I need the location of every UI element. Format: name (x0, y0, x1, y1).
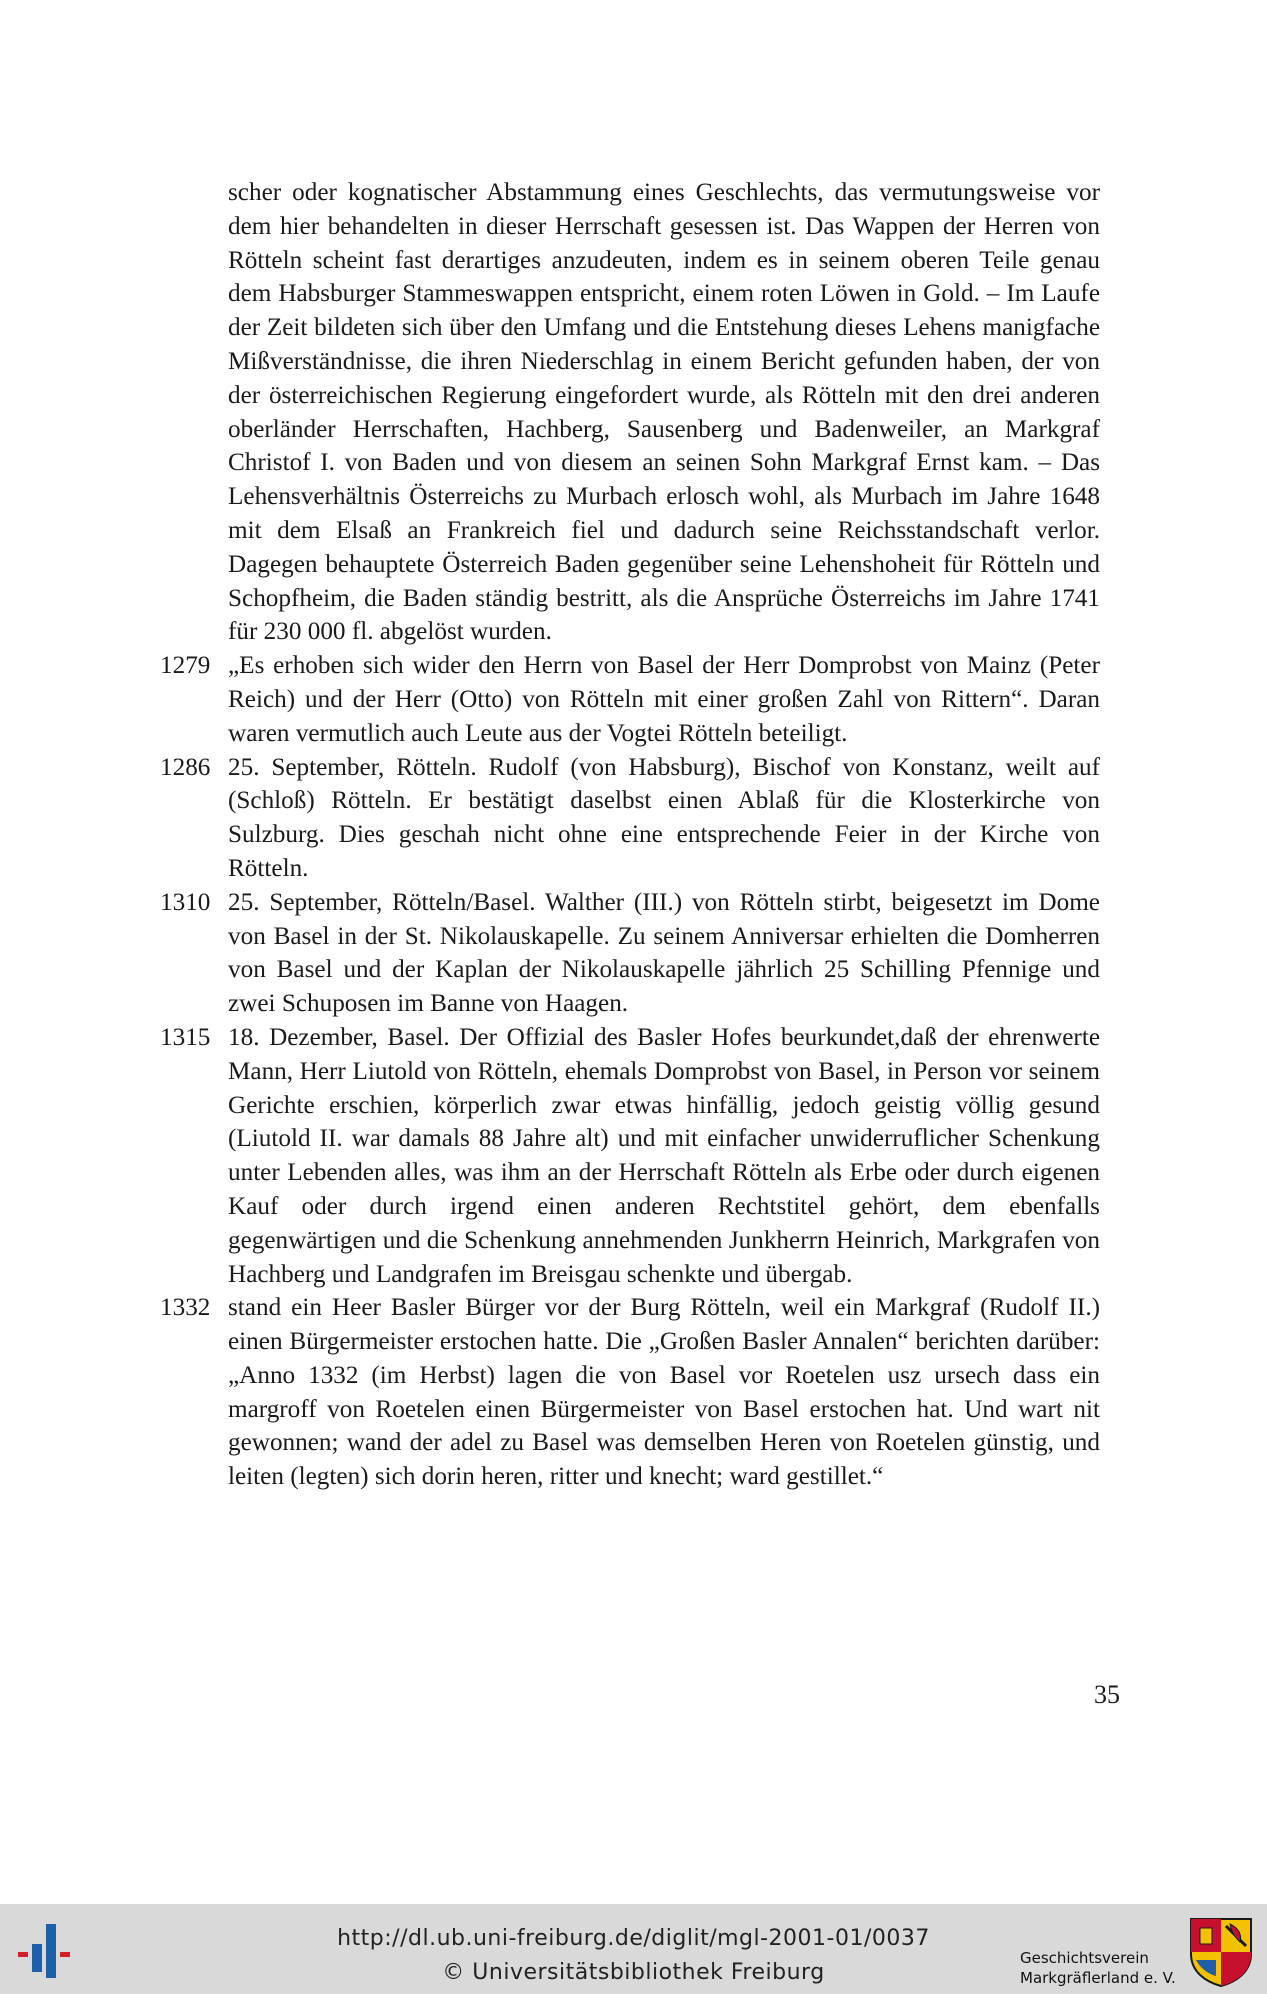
footer-bar (0, 1904, 1267, 1994)
entry-text: „Es erhoben sich wider den Herrn von Basel der Herr Domprobst von Mainz (Peter Reich) und der Herr (Otto) von Rötteln mit einer großen Zahl von Rittern“. Daran waren vermutlich auch Leute aus der Vogtei Rötteln beteiligt. (228, 652, 1100, 747)
entry-year: 1286 (160, 753, 211, 781)
entry-text: stand ein Heer Basler Bürger vor der Burg Rötteln, weil ein Markgraf (Rudolf II.) einen Bürgermeister erstochen hatte. Die „Großen Basler Annalen“ berichten darüber: „Anno 1332 (im Herbst) lagen die von Basel vor Roetelen usz ursech dass ein margroff von Roetelen einen Bürgermeister von Basel erstochen hat. Und wart nit gewonnen; wand der adel zu Basel was demselben Heren von Roetelen günstig, und leiten (legten) sich dorin heren, ritter und knecht; ward gestillet.“ (228, 1294, 1100, 1491)
chronicle-entry (160, 1021, 1100, 1291)
entry-text: 18. Dezember, Basel. Der Offizial des Basler Hofes beurkundet,daß der ehrenwerte Mann, Herr Liutold von Rötteln, ehemals Domprobst von Basel, in Person vor seinem Gerichte erschien, körperlich zwar etwas hinfällig, jedoch geistig völlig gesund (Liutold II. war damals 88 Jahre alt) und mit einfacher unwiderruflicher Schenkung unter Lebenden alles, was ihm an der Herrschaft Rötteln als Erbe oder durch eigenen Kauf oder durch irgend einen anderen Rechtstitel gehört, dem ebenfalls gegenwärtigen und die Schenkung annehmenden Junkherrn Heinrich, Markgrafen von Hachberg und Landgrafen im Breisgau schenkte und übergab. (228, 1023, 1100, 1288)
chronicle-entry (160, 1291, 1100, 1494)
society-line-1: Geschichtsverein (1020, 1949, 1149, 1967)
footer-url-link[interactable]: http://dl.ub.uni-freiburg.de/diglit/mgl-2001-01/0037 (337, 1926, 930, 1951)
chronicle-entry (160, 649, 1100, 750)
coat-of-arms-icon[interactable] (1188, 1916, 1254, 1988)
entry-year: 1310 (160, 888, 211, 916)
text-block (160, 176, 1100, 1494)
page-number: 35 (1094, 1680, 1120, 1709)
entry-year: 1279 (160, 652, 211, 680)
chronicle-entry (160, 751, 1100, 886)
chronicle-entry (160, 886, 1100, 1021)
society-line-2: Markgräflerland e. V. (1020, 1969, 1176, 1987)
intro-paragraph: scher oder kognatischer Abstammung eines Geschlechts, das vermutungsweise vor dem hier behandelten in dieser Herrschaft gesessen ist. Das Wappen der Herren von Rötteln scheint fast derartiges anzudeuten, indem es in seinem oberen Teile genau dem Habsburger Stammeswappen entspricht, einem roten Löwen in Gold. – Im Laufe der Zeit bildeten sich über den Umfang und die Entstehung dieses Lehens manigfache Mißverständnisse, die ihren Niederschlag in einem Bericht gefunden haben, der von der österreichischen Regierung eingefordert wurde, als Rötteln mit den drei anderen oberländer Herrschaften, Hachberg, Sausenberg und Badenweiler, an Markgraf Christof I. von Baden und von diesem an seinen Sohn Markgraf Ernst kam. – Das Lehensverhältnis Österreichs zu Murbach erlosch wohl, als Murbach im Jahre 1648 mit dem Elsaß an Frankreich fiel und dadurch seine Reichsstandschaft verlor. Dagegen behauptete Österreich Baden gegenüber seine Lehenshoheit für Rötteln und Schopfheim, die Baden ständig bestritt, als die Ansprüche Österreichs im Jahre 1741 für 230 000 fl. abgelöst wurden. (228, 179, 1100, 646)
entry-text: 25. September, Rötteln/Basel. Walther (III.) von Rötteln stirbt, beigesetzt im Dome von Basel in der St. Nikolauskapelle. Zu seinem Anniversar erhielten die Domherren von Basel und der Kaplan der Nikolauskapelle jährlich 25 Schilling Pfennige und zwei Schuposen im Banne von Haagen. (228, 888, 1100, 1018)
entry-year: 1315 (160, 1023, 211, 1051)
society-name (1020, 1948, 1180, 1988)
entry-year: 1332 (160, 1294, 211, 1322)
entry-text: 25. September, Rötteln. Rudolf (von Habsburg), Bischof von Konstanz, weilt auf (Schloß) Rötteln. Er bestätigt daselbst einen Ablaß für die Klosterkirche von Sulzburg. Dies geschah nicht ohne eine entsprechende Feier in der Kirche von Rötteln. (228, 753, 1100, 882)
footer-copyright: © Universitätsbibliothek Freiburg (442, 1960, 825, 1985)
